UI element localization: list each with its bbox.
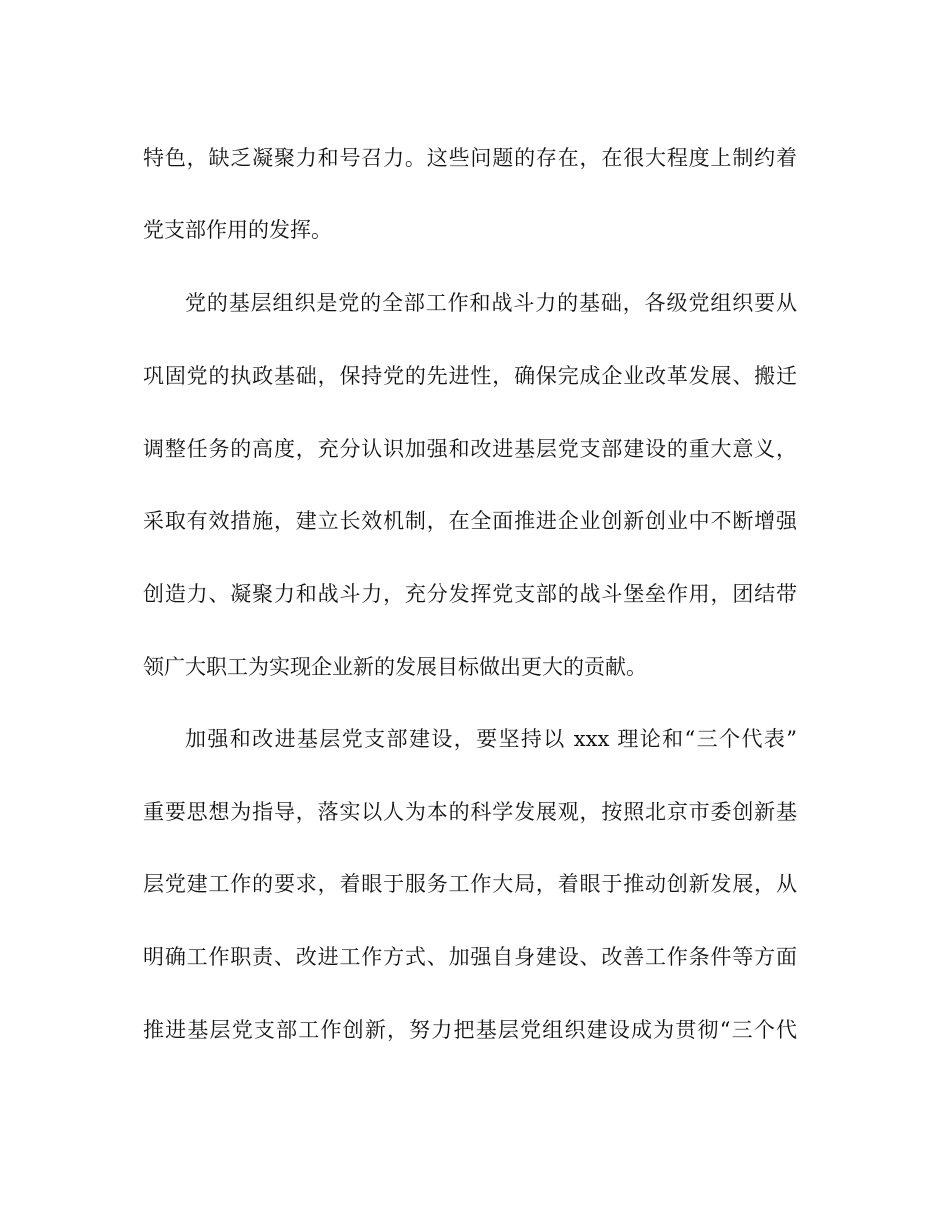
paragraph-line: 巩固党的执政基础，保持党的先进性，确保完成企业改革发展、搬迁 xyxy=(143,364,797,388)
paragraph-line: 创造力、凝聚力和战斗力，充分发挥党支部的战斗堡垒作用，团结带 xyxy=(143,582,797,606)
paragraph-line: 党的基层组织是党的全部工作和战斗力的基础，各级党组织要从 xyxy=(185,291,797,315)
paragraph-line: 层党建工作的要求，着眼于服务工作大局，着眼于推动创新发展，从 xyxy=(143,872,797,896)
paragraph-line: 党支部作用的发挥。 xyxy=(143,218,332,242)
paragraph-line: 推进基层党支部工作创新，努力把基层党组织建设成为贯彻“三个代 xyxy=(143,1018,797,1042)
paragraph-line: 明确工作职责、改进工作方式、加强自身建设、改善工作条件等方面 xyxy=(143,945,797,969)
paragraph-line: 重要思想为指导，落实以人为本的科学发展观，按照北京市委创新基 xyxy=(143,800,797,824)
paragraph-line: 领广大职工为实现企业新的发展目标做出更大的贡献。 xyxy=(143,655,647,679)
paragraph-line: 特色，缺乏凝聚力和号召力。这些问题的存在，在很大程度上制约着 xyxy=(143,146,797,170)
paragraph-line: 采取有效措施，建立长效机制，在全面推进企业创新创业中不断增强 xyxy=(143,509,797,533)
paragraph-line: 加强和改进基层党支部建设，要坚持以 xxx 理论和“三个代表” xyxy=(185,727,797,751)
paragraph-line: 调整任务的高度，充分认识加强和改进基层党支部建设的重大意义， xyxy=(143,437,797,461)
